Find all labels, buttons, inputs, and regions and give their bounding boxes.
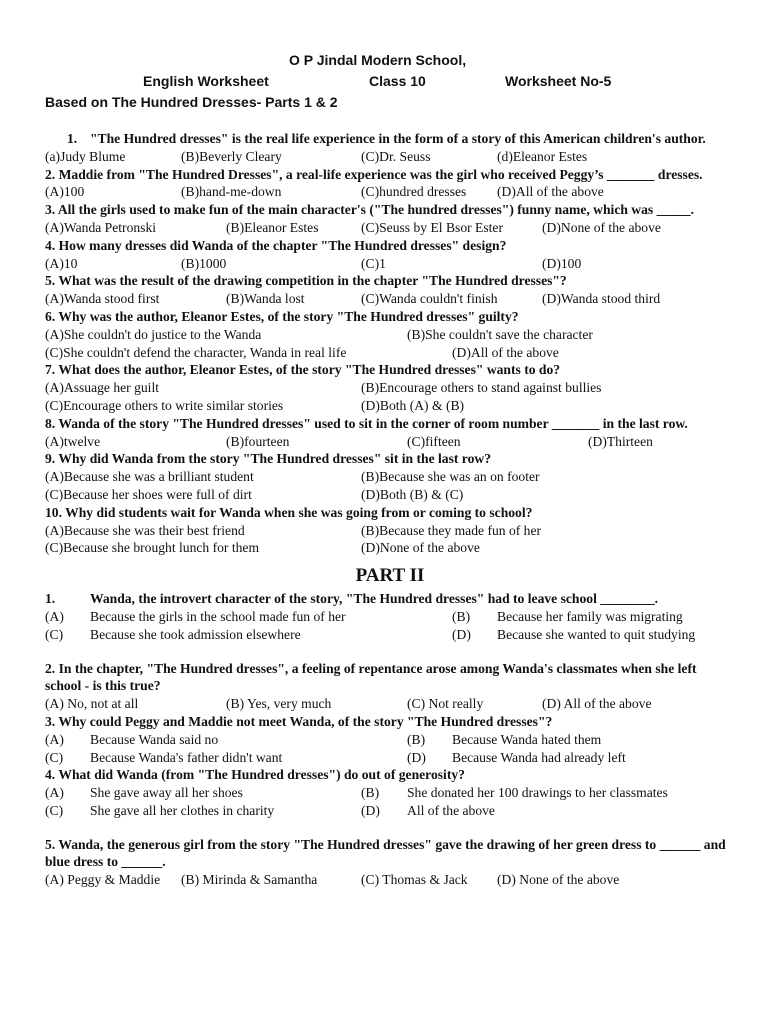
- option: (D)All of the above: [452, 344, 559, 360]
- option: (A) Peggy & Maddie: [45, 872, 161, 888]
- question-text: 10. Why did students wait for Wanda when she was going from or coming to school?: [45, 504, 533, 520]
- option: (A)Wanda stood first: [45, 291, 160, 307]
- option: (B)Eleanor Estes: [226, 219, 319, 235]
- option-letter: (B): [452, 608, 471, 624]
- option: (B)Because she was an on footer: [361, 469, 540, 485]
- option: (C)Wanda couldn't finish: [361, 291, 498, 307]
- option-letter: (B): [407, 731, 426, 747]
- worksheet-based-on: Based on The Hundred Dresses- Parts 1 & 2: [45, 94, 338, 110]
- option: (C)1: [361, 255, 386, 271]
- option: Because she wanted to quit studying: [497, 626, 696, 642]
- question-text: 2. In the chapter, "The Hundred dresses", a feeling of repentance arose among Wanda's classmates when she left school - is this true?: [45, 660, 697, 694]
- option: She gave all her clothes in charity: [90, 802, 275, 818]
- option: Because Wanda said no: [90, 731, 219, 747]
- option: (D)Wanda stood third: [542, 291, 661, 307]
- option: She donated her 100 drawings to her classmates: [407, 785, 668, 801]
- option: All of the above: [407, 802, 495, 818]
- question-9: [45, 450, 735, 503]
- option: (C)hundred dresses: [361, 184, 467, 200]
- question-3: [45, 201, 735, 237]
- school-name: O P Jindal Modern School,: [289, 52, 467, 68]
- option: (C)Because her shoes were full of dirt: [45, 486, 252, 502]
- option: Because Wanda's father didn't want: [90, 749, 283, 765]
- option: (D) All of the above: [542, 696, 652, 712]
- question-text: 2. Maddie from "The Hundred Dresses", a real-life experience was the girl who received Peggy’s _______ dresses.: [45, 166, 703, 182]
- part2-question-1: [45, 590, 735, 643]
- worksheet-subject: English Worksheet: [143, 73, 269, 89]
- question-text: Wanda, the introvert character of the story, "The Hundred dresses" had to leave school ________.: [90, 591, 659, 607]
- part2-question-2: [45, 660, 735, 713]
- option: (B)1000: [181, 255, 227, 271]
- question-text: 4. What did Wanda (from "The Hundred dresses") do out of generosity?: [45, 767, 465, 783]
- option: (C) Not really: [407, 696, 484, 712]
- question-5: [45, 272, 735, 308]
- option-letter: (A): [45, 608, 64, 624]
- option: (A)Assuage her guilt: [45, 380, 160, 396]
- question-text: 5. Wanda, the generous girl from the story "The Hundred dresses" gave the drawing of her green dress to ______ and blue dress to ______.: [45, 836, 726, 870]
- option: (B) Mirinda & Samantha: [181, 872, 318, 888]
- option: (C)Because she brought lunch for them: [45, 540, 260, 556]
- option: (C)Encourage others to write similar stories: [45, 397, 284, 413]
- option: (C)fifteen: [407, 433, 461, 449]
- option-letter: (D): [452, 626, 471, 642]
- option-letter: (A): [45, 731, 64, 747]
- option: (B)Encourage others to stand against bullies: [361, 380, 602, 396]
- question-7: [45, 361, 735, 414]
- option: (A)10: [45, 255, 78, 271]
- option: (D)Both (B) & (C): [361, 486, 464, 502]
- worksheet-body: [45, 130, 735, 889]
- option: (A)Because she was a brilliant student: [45, 469, 254, 485]
- option-letter: (D): [407, 749, 426, 765]
- question-number: 1.: [45, 591, 56, 607]
- option: (D)None of the above: [361, 540, 480, 556]
- question-text: 3. Why could Peggy and Maddie not meet Wanda, of the story "The Hundred dresses"?: [45, 713, 553, 729]
- option: (A)Wanda Petronski: [45, 219, 157, 235]
- option: Because the girls in the school made fun of her: [90, 608, 346, 624]
- question-text: 4. How many dresses did Wanda of the chapter "The Hundred dresses" design?: [45, 237, 507, 253]
- option-letter: (B): [361, 785, 380, 801]
- option: Because Wanda had already left: [452, 749, 626, 765]
- worksheet-class: Class 10: [369, 73, 426, 89]
- question-text: 9. Why did Wanda from the story "The Hundred dresses" sit in the last row?: [45, 451, 492, 467]
- option: (D)Thirteen: [588, 433, 653, 449]
- option: (B)hand-me-down: [181, 184, 282, 200]
- option: Because her family was migrating: [497, 608, 683, 624]
- option-letter: (C): [45, 626, 64, 642]
- option-letter: (A): [45, 785, 64, 801]
- question-10: [45, 504, 735, 557]
- option: (B)Wanda lost: [226, 291, 305, 307]
- question-text: "The Hundred dresses" is the real life experience in the form of a story of this American children's author.: [90, 131, 706, 146]
- question-number: 1.: [67, 131, 78, 146]
- option: (A)twelve: [45, 433, 101, 449]
- option: (D)All of the above: [497, 184, 604, 200]
- option-letter: (C): [45, 749, 64, 765]
- question-text: 6. Why was the author, Eleanor Estes, of the story "The Hundred dresses" guilty?: [45, 308, 519, 324]
- question-text: 3. All the girls used to make fun of the main character's ("The hundred dresses") funny name, which was _____.: [45, 202, 694, 218]
- worksheet-number: Worksheet No-5: [505, 73, 612, 89]
- option: (D) None of the above: [497, 872, 620, 888]
- question-4: [45, 237, 735, 273]
- part2-question-4: [45, 766, 735, 819]
- option: (D)None of the above: [542, 219, 661, 235]
- part-2-title: PART II: [355, 565, 425, 587]
- option: (A)Because she was their best friend: [45, 522, 245, 538]
- option: (D)100: [542, 255, 582, 271]
- question-8: [45, 415, 735, 451]
- option: (D)Both (A) & (B): [361, 397, 465, 413]
- option: (B)She couldn't save the character: [407, 326, 593, 342]
- option: (A)100: [45, 184, 85, 200]
- option: (B)Because they made fun of her: [361, 522, 542, 538]
- option: Because she took admission elsewhere: [90, 626, 301, 642]
- option: (A)She couldn't do justice to the Wanda: [45, 326, 262, 342]
- option: (C)She couldn't defend the character, Wanda in real life: [45, 344, 347, 360]
- option: (C)Seuss by El Bsor Ester: [361, 219, 503, 235]
- question-1: [45, 130, 735, 166]
- option: (a)Judy Blume: [45, 148, 126, 164]
- option-letter: (C): [45, 802, 64, 818]
- option: (d)Eleanor Estes: [497, 148, 588, 164]
- option: (C)Dr. Seuss: [361, 148, 431, 164]
- option-letter: (D): [361, 802, 380, 818]
- question-6: [45, 308, 735, 361]
- question-text: 8. Wanda of the story "The Hundred dresses" used to sit in the corner of room number _______ in the last row.: [45, 415, 688, 431]
- option: (C) Thomas & Jack: [361, 872, 468, 888]
- option: (B)fourteen: [226, 433, 290, 449]
- question-2: [45, 166, 735, 202]
- option: She gave away all her shoes: [90, 785, 243, 801]
- option: (B) Yes, very much: [226, 696, 332, 712]
- option: Because Wanda hated them: [452, 731, 602, 747]
- option: (A) No, not at all: [45, 696, 139, 712]
- option: (B)Beverly Cleary: [181, 148, 282, 164]
- question-text: 5. What was the result of the drawing competition in the chapter "The Hundred dresses"?: [45, 273, 567, 289]
- question-text: 7. What does the author, Eleanor Estes, of the story "The Hundred dresses" wants to do?: [45, 362, 561, 378]
- part2-question-5: [45, 836, 735, 889]
- part2-question-3: [45, 713, 735, 766]
